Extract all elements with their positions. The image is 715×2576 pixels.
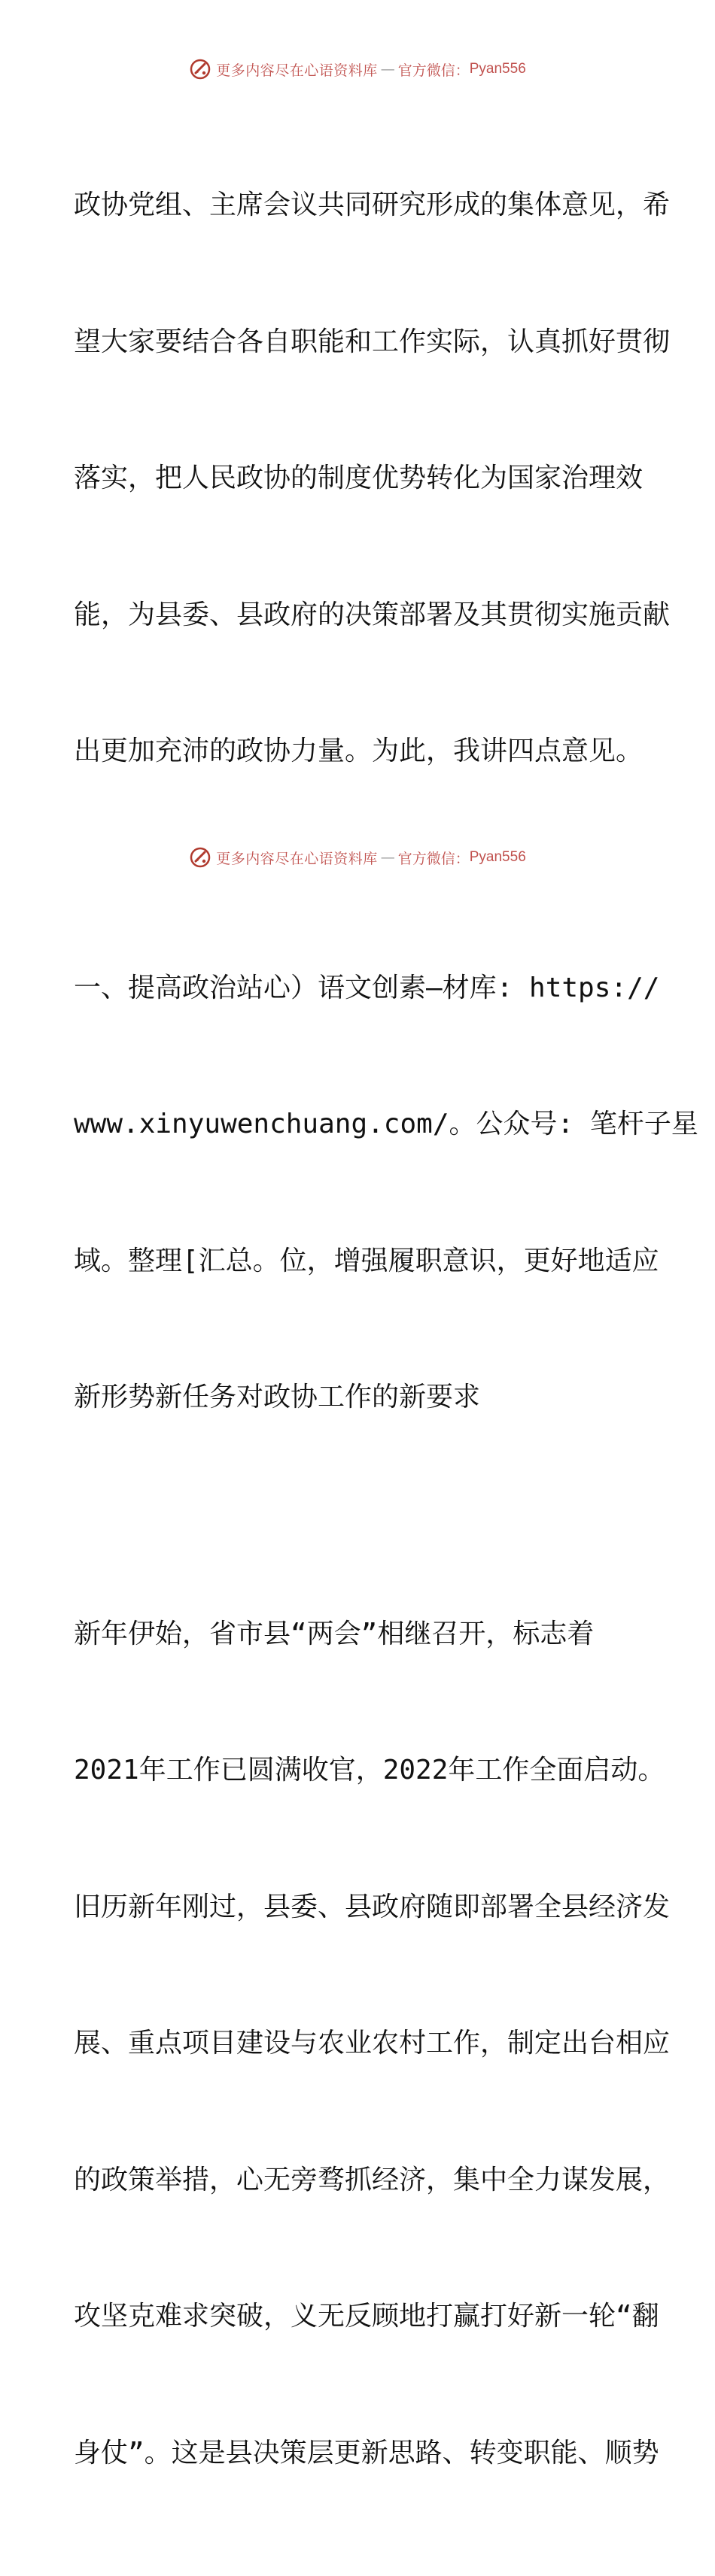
text-line: www.xinyuwenchuang.com/。公众号: 笔杆子星 [74,1109,698,1139]
footer-wechat-id: Pyan556 [469,849,526,865]
brand-logo-icon [189,846,211,869]
footer-official-label: 官方微信： [397,850,470,867]
text-line: 出更加充沛的政协力量。为此，我讲四点意见。 [74,736,644,766]
footer-separator: — [380,849,395,866]
text-line: 攻坚克难求突破，义无反顾地打赢打好新一轮“翻 [74,2301,659,2332]
text-line: 新形势新任务对政协工作的新要求 [74,1382,481,1412]
text-line: 身仗”。这是县决策层更新思路、转变职能、顺势 [74,2437,659,2468]
header-separator: — [380,61,395,77]
header-official-label: 官方微信： [397,62,470,79]
text-line: 域。整理[汇总。位，增强履职意识，更好地适应 [74,1245,659,1276]
header-wechat-id: Pyan556 [469,61,526,77]
section-heading-paragraph [74,875,698,1512]
brand-logo-icon [189,58,211,80]
document-body [74,92,698,2576]
paragraph [74,92,671,866]
text-line: 展、重点项目建设与农业农村工作，制定出台相应 [74,2028,671,2059]
text-line: 望大家要结合各自职能和工作实际，认真抓好贯彻 [74,326,671,357]
text-line: 一、提高政治站心）语文创素—材库: https:// [74,972,660,1003]
text-line: 旧历新年刚过，县委、县政府随即部署全县经济发 [74,1891,671,1922]
footer-banner [0,842,715,872]
text-line: 的政策举措，心无旁骛抓经济，集中全力谋发展， [74,2164,671,2195]
text-line: 落实，把人民政协的制度优势转化为国家治理效 [74,463,644,493]
header-brand-text: 更多内容尽在心语资料库 [216,62,378,79]
text-line: 政协党组、主席会议共同研究形成的集体意见，希 [74,190,671,220]
text-line: 新年伊始，省市县“两会”相继召开，标志着 [74,1618,595,1649]
footer-brand-text: 更多内容尽在心语资料库 [216,850,378,867]
header-banner [0,54,715,84]
text-line: 能，为县委、县政府的决策部署及其贯彻实施贡献 [74,599,671,630]
text-line: 2021年工作已圆满收官，2022年工作全面启动。 [74,1755,665,1786]
paragraph [74,1521,671,2568]
